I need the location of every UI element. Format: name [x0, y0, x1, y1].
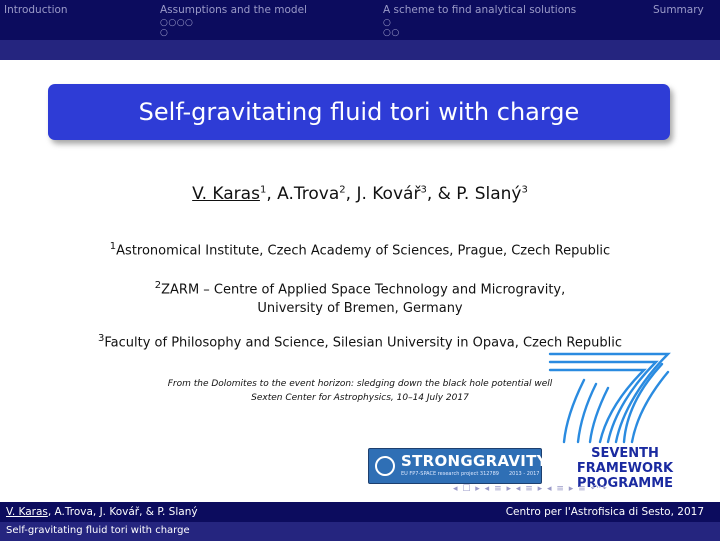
affiliation-sup: 3 [97, 333, 105, 344]
fp7-logo-icon [544, 350, 674, 446]
nav-section-assumptions[interactable]: Assumptions and the model [160, 4, 307, 16]
conference-venue: Sexten Center for Astrophysics, 10–14 July 2017 [251, 393, 469, 403]
author-name: P. Slaný [456, 184, 522, 204]
footer-institute: Centro per l'Astrofisica di Sesto, 2017 [505, 506, 704, 518]
nav-dots-scheme-row1[interactable]: ○ [383, 18, 392, 28]
conference-name: From the Dolomites to the event horizon: sledging down the black hole potential well [167, 379, 553, 389]
nav-dots-assumptions-row2[interactable]: ○ [160, 28, 169, 38]
beamer-navigation-icons[interactable]: ◂ ☐ ▸ ◂ ≡ ▸ ◂ ≡ ▸ ◂ ≡ ▸ ≡ ↶↷ [453, 484, 608, 494]
author-sup: 1 [259, 184, 267, 196]
author-name: J. Kovář [356, 184, 421, 204]
footer-title-bar [0, 522, 720, 541]
affiliation-2 [0, 276, 720, 318]
nav-section-introduction[interactable]: Introduction [4, 4, 68, 16]
author-name: V. Karas [192, 184, 260, 204]
stronggravity-years: 2013 - 2017 [509, 471, 540, 477]
footer-authors [6, 506, 198, 518]
stronggravity-wordmark: STRONGGRAVITY [401, 452, 548, 470]
nav-dots-scheme-row2[interactable]: ○○ [383, 28, 400, 38]
footer-bar [0, 502, 720, 522]
author-sup: 3 [521, 184, 528, 196]
subsection-bar [0, 40, 720, 60]
affiliation-line: ZARM – Centre of Applied Space Technology and Microgravity, [161, 282, 566, 298]
stronggravity-ring-icon [375, 456, 395, 476]
author-name: A.Trova [277, 184, 340, 204]
author-sep: , & [426, 184, 457, 204]
slide-title: Self-gravitating fluid tori with charge [138, 98, 580, 126]
affiliation-line: University of Bremen, Germany [257, 301, 463, 317]
nav-section-scheme[interactable]: A scheme to find analytical solutions [383, 4, 577, 16]
nav-dots-assumptions-row1[interactable]: ○○○○ [160, 18, 194, 28]
author-list [0, 184, 720, 204]
stronggravity-subtitle: EU FP7-SPACE research project 312789 [401, 471, 499, 477]
fp7-label-line1: SEVENTH FRAMEWORK [576, 446, 674, 476]
footer-short-title: Self-gravitating fluid tori with charge [6, 525, 190, 536]
author-sup: 2 [339, 184, 346, 196]
author-sup: 3 [420, 184, 427, 196]
affiliation-line: Astronomical Institute, Czech Academy of Sciences, Prague, Czech Republic [116, 243, 611, 259]
affiliation-3 [0, 329, 720, 352]
author-sep: , [266, 184, 278, 204]
fp7-label-line2: PROGRAMME [576, 476, 674, 491]
affiliation-sup: 2 [154, 280, 162, 291]
section-navigation [0, 0, 720, 40]
footer-author-rest: , A.Trova, J. Kovář, & P. Slaný [47, 506, 198, 518]
author-sep: , [345, 184, 357, 204]
stronggravity-logo [368, 448, 548, 484]
nav-section-summary[interactable]: Summary [653, 4, 704, 16]
affiliation-line: Faculty of Philosophy and Science, Silesian University in Opava, Czech Republic [104, 335, 622, 351]
title-box [48, 84, 670, 140]
footer-author-main: V. Karas [6, 506, 48, 518]
affiliation-sup: 1 [109, 241, 117, 252]
affiliation-1 [0, 237, 720, 260]
